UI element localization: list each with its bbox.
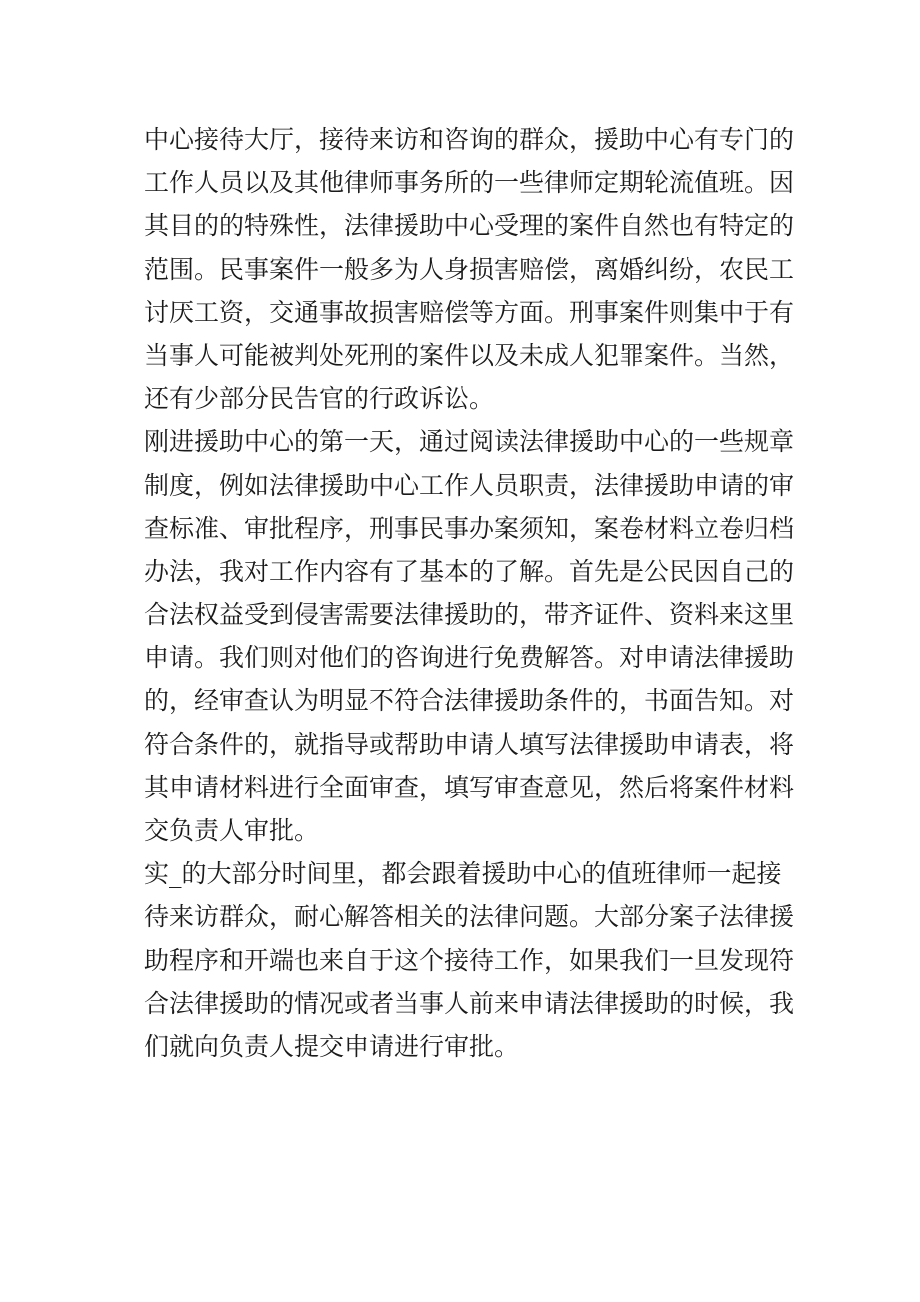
text-line-11: 办法，我对工作内容有了基本的了解。首先是公民因自己的 [144,556,795,586]
text-line-8: 刚进援助中心的第一天，通过阅读法律援助中心的一些规章 [144,427,795,457]
text-line-21: 合法律援助的情况或者当事人前来申请法律援助的时候，我 [144,988,795,1018]
text-line-12: 合法权益受到侵害需要法律援助的，带齐证件、资料来这里 [144,600,795,630]
text-line-6: 当事人可能被判处死刑的案件以及未成人犯罪案件。当然， [144,340,795,370]
text-line-20: 助程序和开端也来自于这个接待工作，如果我们一旦发现符 [144,945,795,975]
text-line-18: 实_的大部分时间里，都会跟着援助中心的值班律师一起接 [144,859,782,889]
text-line-9: 制度，例如法律援助中心工作人员职责，法律援助申请的审 [144,470,795,500]
text-line-4: 范围。民事案件一般多为人身损害赔偿，离婚纠纷，农民工 [144,254,795,284]
text-line-2: 工作人员以及其他律师事务所的一些律师定期轮流值班。因 [144,168,795,198]
text-line-1: 中心接待大厅，接待来访和咨询的群众，援助中心有专门的 [144,125,795,154]
text-line-22: 们就向负责人提交申请进行审批。 [144,1031,520,1061]
text-line-7: 还有少部分民告官的行政诉讼。 [144,384,495,414]
text-line-16: 其申请材料进行全面审查，填写审查意见，然后将案件材料 [144,772,795,802]
text-line-19: 待来访群众，耐心解答相关的法律问题。大部分案子法律援 [144,902,795,932]
body-text [144,118,795,1068]
text-line-15: 符合条件的，就指导或帮助申请人填写法律援助申请表，将 [144,729,795,759]
text-line-5: 讨厌工资，交通事故损害赔偿等方面。刑事案件则集中于有 [144,297,795,327]
text-line-3: 其目的的特殊性，法律援助中心受理的案件自然也有特定的 [144,211,795,241]
text-line-17: 交负责人审批。 [144,816,320,845]
text-line-13: 申请。我们则对他们的咨询进行免费解答。对申请法律援助 [144,643,795,673]
text-line-14: 的，经审查认为明显不符合法律援助条件的，书面告知。对 [144,686,795,716]
text-line-10: 查标准、审批程序，刑事民事办案须知，案卷材料立卷归档 [144,513,795,543]
